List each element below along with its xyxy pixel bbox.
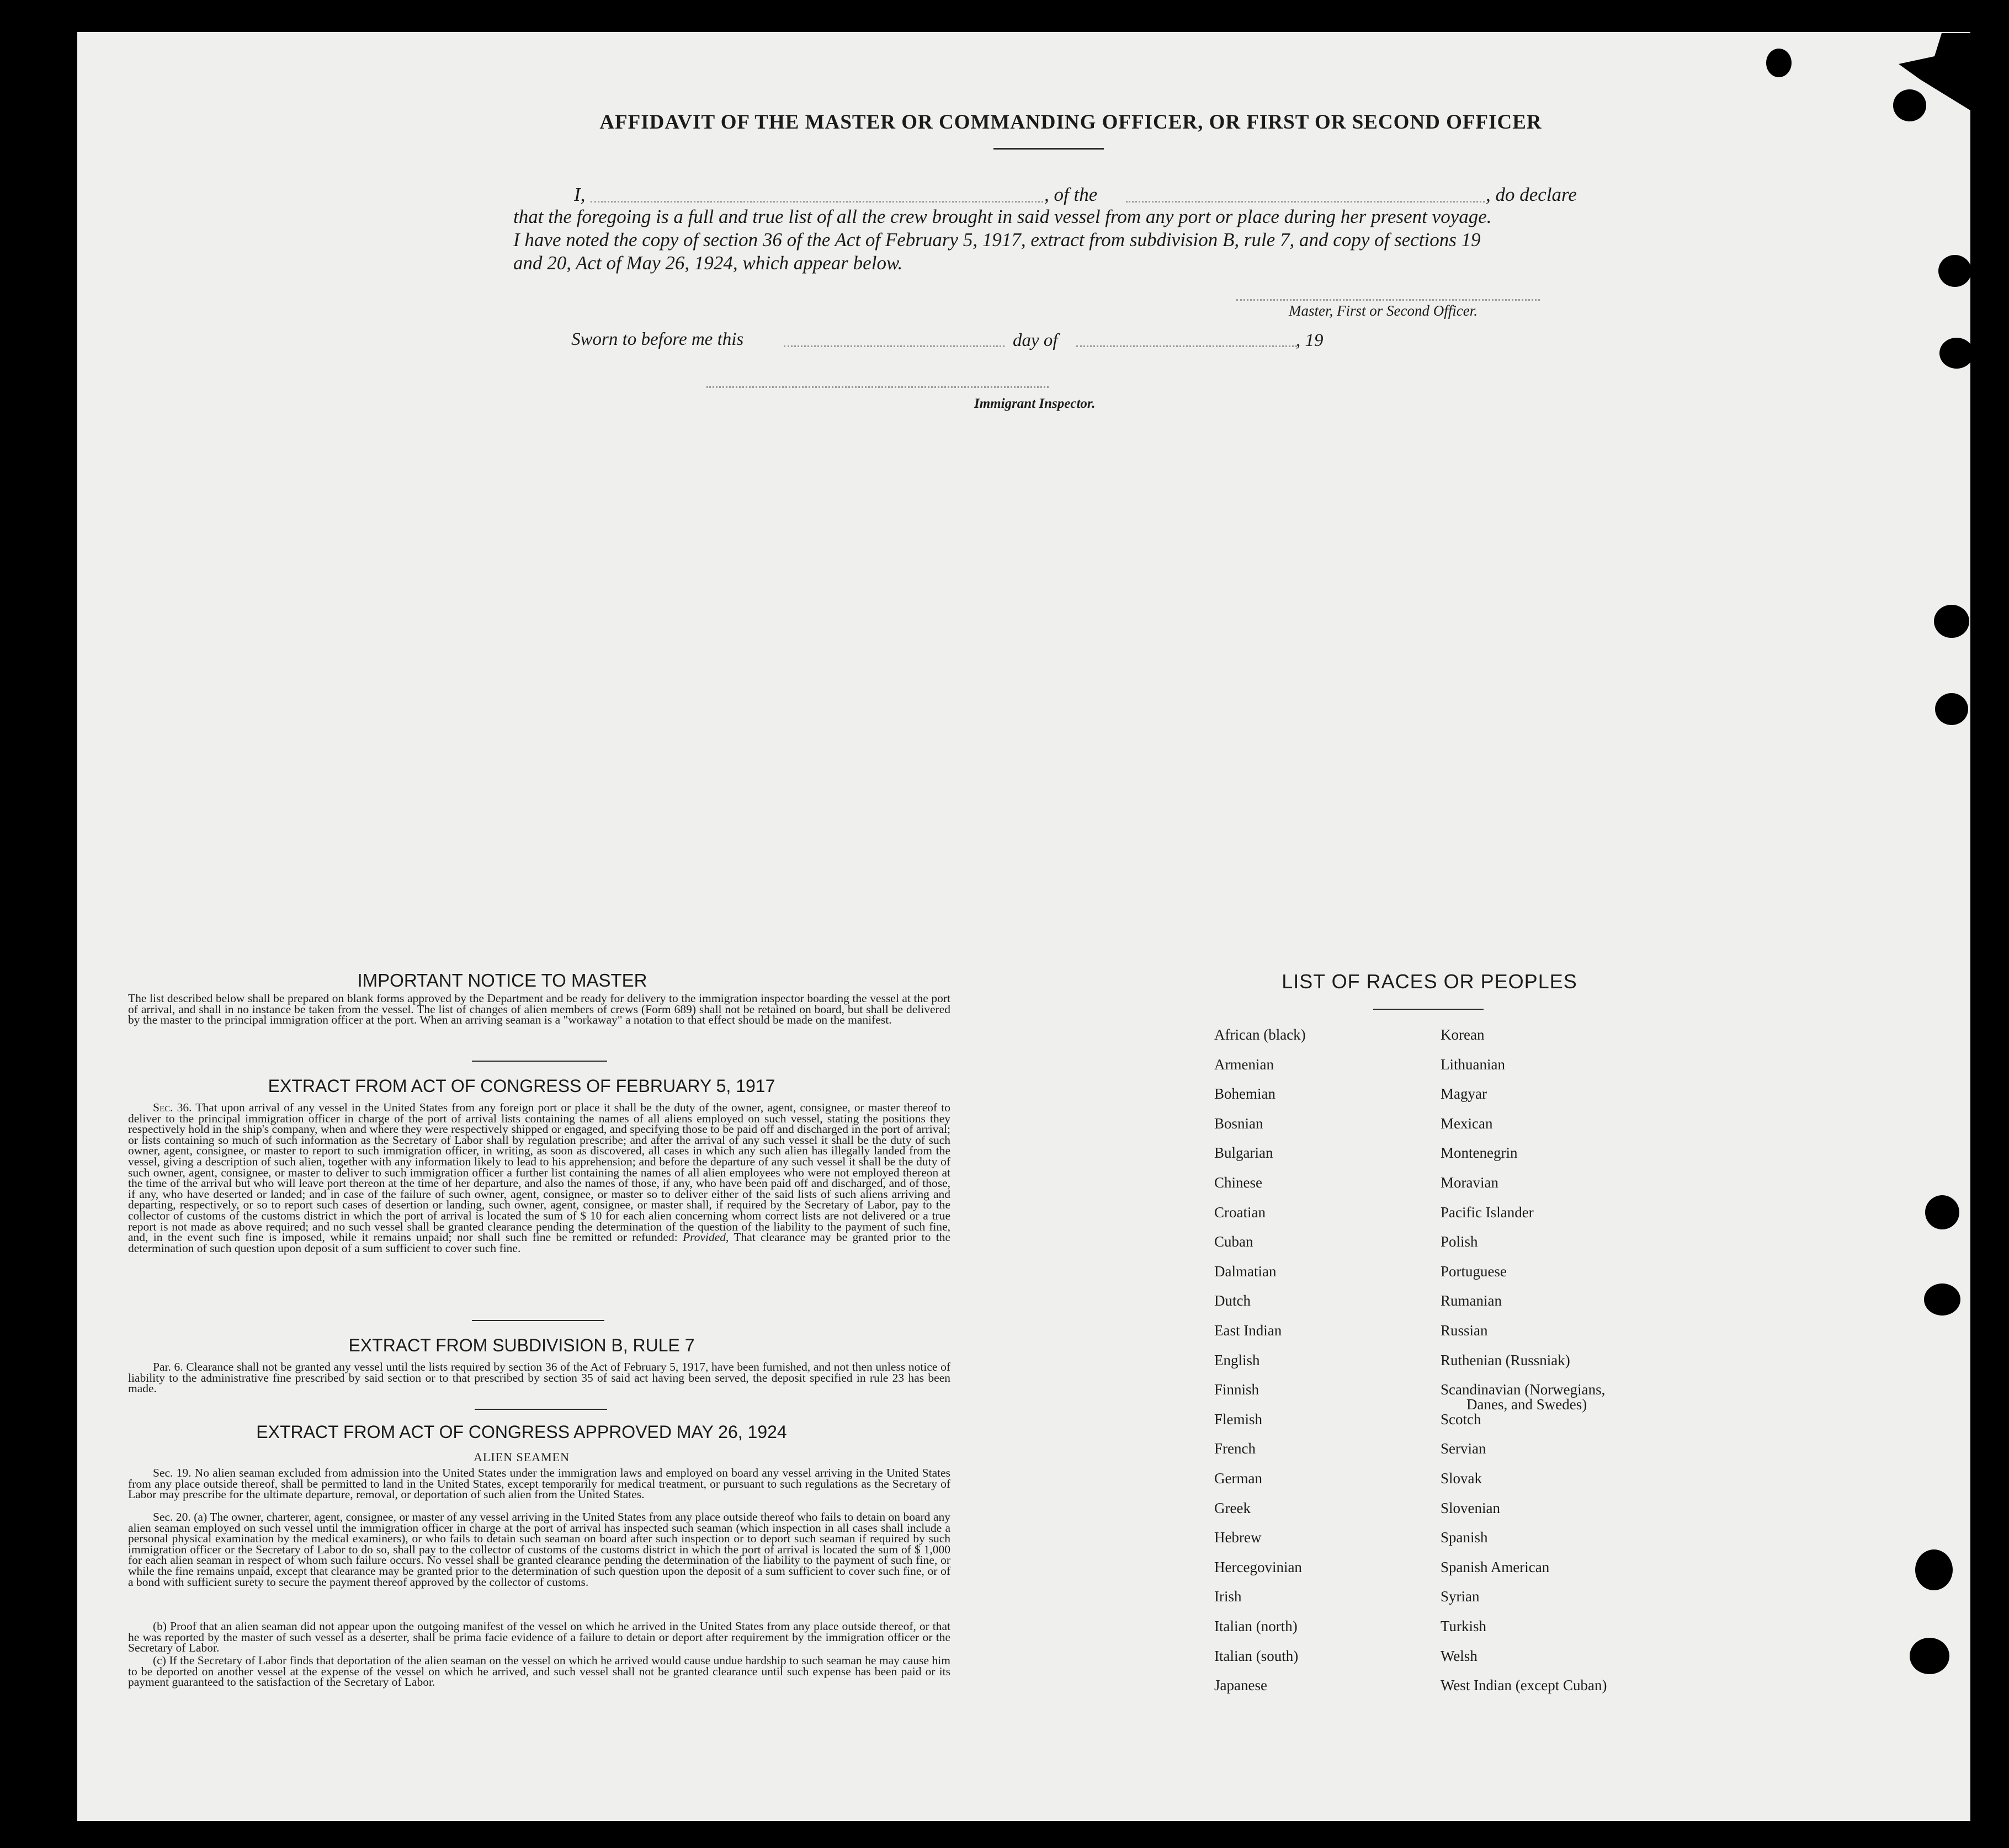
- sec-19-text: Sec. 19. No alien seaman excluded from admission into the United States under the immigration laws and employed on board any vessel arriving in the United States from any place outside thereof, shall be permitted to land in the United States, except temporarily for medical treatment, or pursuant to such regulations as the Secretary of Labor may prescribe for the ultimate departure, removal, or deportation of such alien from the United States.: [128, 1466, 950, 1501]
- race-item: Greek: [1214, 1500, 1251, 1516]
- race-item: Rumanian: [1441, 1292, 1502, 1309]
- race-item: Finnish: [1214, 1381, 1259, 1398]
- race-item: Mexican: [1441, 1115, 1493, 1132]
- race-item: Ruthenian (Russniak): [1441, 1352, 1570, 1368]
- affidavit-line2: that the foregoing is a full and true list of all the crew brought in said vessel from any port or place during her present voyage.: [513, 206, 1492, 227]
- races-title: LIST OF RACES OR PEOPLES: [1282, 970, 1577, 993]
- race-item: Dalmatian: [1214, 1263, 1277, 1280]
- affidavit-of-the: , of the: [1044, 184, 1098, 205]
- name-blank: [591, 201, 1043, 203]
- race-item: French: [1214, 1440, 1256, 1457]
- notice-title: IMPORTANT NOTICE TO MASTER: [357, 970, 647, 990]
- alien-seamen-subtitle: ALIEN SEAMEN: [474, 1450, 570, 1464]
- sec-20c-text: (c) If the Secretary of Labor finds that deportation of the alien seaman on the vessel on which he arrived would cause undue hardship to such seaman he may cause him to be deported on another vessel at the expense of the vessel on which he arrived, and such vessel shall not be granted clearance until such expense has been paid or its payment guaranteed to the satisfaction of the Secretary of Labor.: [128, 1654, 950, 1689]
- punch-hole: [1766, 49, 1792, 77]
- rule7-text: Par. 6. Clearance shall not be granted any vessel until the lists required by section 36 of the Act of February 5, 1917, have been furnished, and not then unless notice of liability to the administrative fine prescribed by said section or to that prescribed by section 35 of said act having been served, the deposit specified in rule 23 has been made.: [128, 1360, 950, 1396]
- title-rule: [993, 148, 1104, 150]
- section-rule: [472, 1320, 604, 1321]
- race-item: Bosnian: [1214, 1115, 1263, 1132]
- race-item: Slovak: [1441, 1470, 1482, 1487]
- extract-1917-title: EXTRACT FROM ACT OF CONGRESS OF FEBRUARY 5, 1917: [268, 1076, 775, 1096]
- punch-hole: [1910, 1638, 1949, 1674]
- punch-hole: [1939, 338, 1974, 369]
- inspector-blank: [706, 386, 1049, 388]
- vessel-blank: [1126, 201, 1485, 203]
- races-title-rule: [1373, 1009, 1484, 1010]
- provided-word: Provided,: [683, 1231, 729, 1244]
- race-item: Bulgarian: [1214, 1144, 1273, 1161]
- rule7-title: EXTRACT FROM SUBDIVISION B, RULE 7: [348, 1335, 695, 1355]
- affidavit-line4: and 20, Act of May 26, 1924, which appear below.: [513, 252, 903, 274]
- punch-hole: [1938, 255, 1971, 287]
- extract-1924-title: EXTRACT FROM ACT OF CONGRESS APPROVED MAY 26, 1924: [256, 1422, 787, 1442]
- race-item: Welsh: [1441, 1648, 1477, 1664]
- section-rule: [472, 1061, 607, 1062]
- inspector-label: Immigrant Inspector.: [974, 396, 1096, 411]
- race-item: Turkish: [1441, 1618, 1487, 1634]
- notice-text: The list described below shall be prepared on blank forms approved by the Department and be ready for delivery to the immigration inspector boarding the vessel at the port of arrival, and shall in no instance be taken from the vessel. The list of changes of alien members of crews (Form 689) shall not be retained on board, but shall be delivered by the master to the principal immigration officer at the port. When an arriving seaman is a "workaway" a notation to that effect should be made on the manifest.: [128, 992, 950, 1027]
- race-item: Scotch: [1441, 1411, 1481, 1428]
- race-item: Magyar: [1441, 1085, 1487, 1102]
- day-blank: [784, 345, 1005, 347]
- punch-hole: [1924, 1284, 1960, 1316]
- race-item: Hebrew: [1214, 1529, 1262, 1546]
- affidavit-declare: , do declare: [1486, 184, 1577, 205]
- race-item: Servian: [1441, 1440, 1486, 1457]
- race-item: Irish: [1214, 1588, 1242, 1605]
- race-item: Croatian: [1214, 1204, 1266, 1221]
- race-item: Armenian: [1214, 1056, 1274, 1073]
- race-item: Dutch: [1214, 1292, 1251, 1309]
- day-of-label: day of: [1013, 331, 1058, 350]
- year-label: , 19: [1296, 331, 1324, 350]
- punch-hole: [1925, 1195, 1959, 1229]
- race-item: East Indian: [1214, 1322, 1282, 1339]
- race-item: Spanish: [1441, 1529, 1488, 1546]
- extract-1917-text: [128, 1103, 950, 1307]
- sworn-label: Sworn to before me this: [571, 329, 744, 349]
- race-item: Slovenian: [1441, 1500, 1500, 1516]
- affidavit-line3: I have noted the copy of section 36 of the Act of February 5, 1917, extract from subdivision B, rule 7, and copy of sections 19: [513, 229, 1481, 251]
- race-item: Japanese: [1214, 1677, 1267, 1693]
- race-item: Korean: [1441, 1026, 1485, 1043]
- punch-hole: [1915, 1549, 1953, 1590]
- race-item: Lithuanian: [1441, 1056, 1505, 1073]
- race-item: African (black): [1214, 1026, 1306, 1043]
- month-blank: [1076, 345, 1297, 347]
- sec-36-body: That upon arrival of any vessel in the United States from any foreign port or place it shall be the duty of the owner, agent, consignee, or master thereof to deliver to the principal immigration officer in charge of the port of arrival lists containing the names of all aliens employed on such vessel, stating the positions they respectively hold in the ship's company, when and where they were respectively shipped or engaged, and specifying those to be paid off and discharged in the port of arrival; or lists containing so much of such information as the Secretary of Labor shall by regulation prescribe; and after the arrival of any such vessel it shall be the duty of such owner, agent, consignee, or master to report to such immigration officer, in writing, as soon as discovered, all cases in which any such alien has illegally landed from the vessel, giving a description of such alien, together with any information likely to lead to his apprehension; and before the departure of any such vessel it shall be the duty of such owner, agent, consignee, or master to deliver to such immigration officer a further list containing the names of all alien employees who were not employed thereon at the time of the arrival but who will leave port thereon at the time of her departure, and also the names of those, if any, who have been paid off and discharged, and of those, if any, who have deserted or landed; and in case of the failure of such owner, agent, consignee, or master so to deliver either of the said lists of such aliens arriving and departing, respectively, or so to report such cases of desertion or landing, such owner, agent, consignee, or master shall, if required by the Secretary of Labor, pay to the collector of customs of the customs district in which the port of arrival is located the sum of $ 10 for each alien concerning whom correct lists are not delivered or a true report is not made as above required; and no such vessel shall be granted clearance pending the determination of the question of the liability to the payment of such fine, and, in the event such fine is imposed, while it remains unpaid; nor shall such fine be remitted or refunded:: [128, 1101, 951, 1244]
- race-item: Cuban: [1214, 1233, 1253, 1250]
- scandinavian-continuation: Danes, and Swedes): [1466, 1396, 1587, 1413]
- sec-36-end: That clearance may be granted prior to the determination of such question upon deposit of a sum sufficient to cover such fine.: [128, 1231, 950, 1255]
- section-rule: [475, 1409, 607, 1410]
- race-item: Flemish: [1214, 1411, 1263, 1428]
- race-item: Chinese: [1214, 1174, 1262, 1191]
- race-item: Italian (north): [1214, 1618, 1298, 1634]
- affidavit-title: AFFIDAVIT OF THE MASTER OR COMMANDING OFFICER, OR FIRST OR SECOND OFFICER: [599, 111, 1542, 134]
- race-item: Portuguese: [1441, 1263, 1507, 1280]
- master-signature-blank: [1236, 299, 1540, 301]
- race-item: Hercegovinian: [1214, 1559, 1302, 1575]
- race-item: West Indian (except Cuban): [1441, 1677, 1607, 1693]
- race-item: Bohemian: [1214, 1085, 1275, 1102]
- race-item: Russian: [1441, 1322, 1488, 1339]
- race-item: Syrian: [1441, 1588, 1480, 1605]
- race-item: Spanish American: [1441, 1559, 1550, 1575]
- race-item: English: [1214, 1352, 1260, 1368]
- race-item: Pacific Islander: [1441, 1204, 1534, 1221]
- punch-hole: [1935, 693, 1968, 725]
- race-item: Polish: [1441, 1233, 1478, 1250]
- punch-hole: [1934, 605, 1969, 638]
- race-item: Moravian: [1441, 1174, 1498, 1191]
- race-item: Montenegrin: [1441, 1144, 1518, 1161]
- race-item: Scandinavian (Norwegians,: [1441, 1381, 1606, 1398]
- race-item: German: [1214, 1470, 1262, 1487]
- sec-20b-text: (b) Proof that an alien seaman did not appear upon the outgoing manifest of the vessel on which he arrived in the United States from any place outside thereof, or that he was reported by the master of such vessel as a deserter, shall be prima facie evidence of a failure to detain or deport after requirement by the immigration officer or the Secretary of Labor.: [128, 1620, 950, 1655]
- master-signature-label: Master, First or Second Officer.: [1289, 302, 1477, 319]
- race-item: Italian (south): [1214, 1648, 1299, 1664]
- sec-36-label: Sec. 36.: [153, 1101, 192, 1114]
- sec-20a-text: Sec. 20. (a) The owner, charterer, agent, consignee, or master of any vessel arriving in the United States from any place outside thereof who fails to detain on board any alien seaman employed on such vessel until the immigration officer in charge at the port of arrival has inspected such seaman (which inspection in all cases shall include a personal physical examination by the medical examiners), or who fails to detain such seaman on board after such inspection or to deport such seaman if required by such immigration officer or the Secretary of Labor to do so, shall pay to the collector of customs of the customs district in which the port of arrival is located the sum of $ 1,000 for each alien seaman in respect of whom such failure occurs. No vessel shall be granted clearance pending the determination of the liability to the payment of such fine, or while the fine remains unpaid, except that clearance may be granted prior to the determination of such question upon the deposit of a sum sufficient to cover such fine, or of a bond with sufficient surety to secure the payment thereof approved by the collector of customs.: [128, 1510, 950, 1589]
- affidavit-i: I,: [574, 184, 586, 205]
- punch-hole: [1893, 89, 1926, 121]
